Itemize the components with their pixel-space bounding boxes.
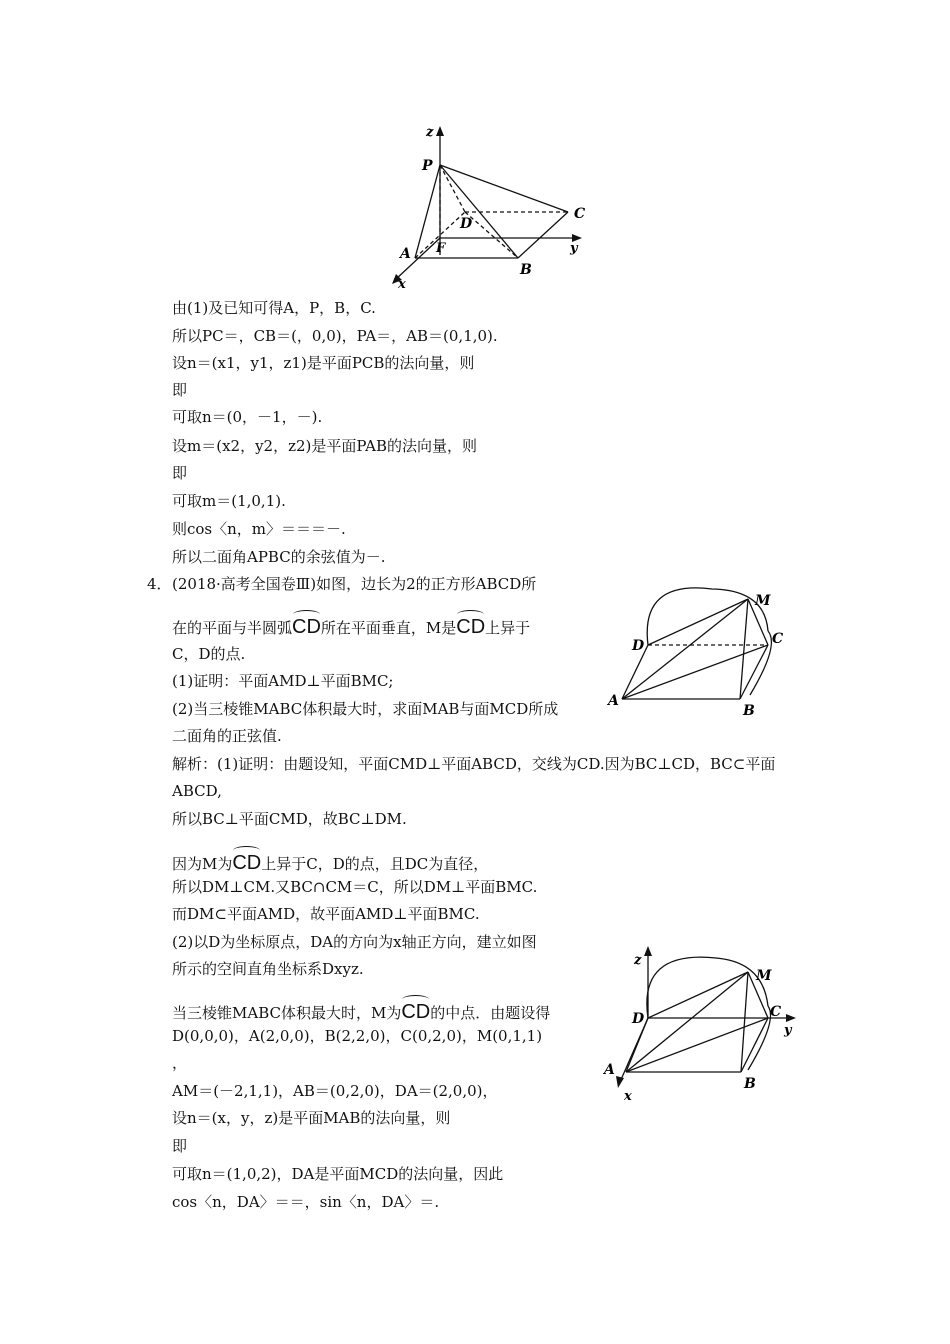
problem-text: (1)证明：平面AMD⊥平面BMC; — [172, 672, 394, 690]
arc-mark — [457, 610, 484, 619]
text-line: 即 — [172, 381, 188, 399]
solution-text: 可取n＝(1,0,2)，DA是平面MCD的法向量，因此 — [172, 1165, 504, 1183]
text-line: 可取m＝(1,0,1). — [172, 492, 286, 510]
problem-text: 二面角的正弦值. — [172, 727, 282, 745]
label-A: A — [400, 246, 411, 262]
arc-cd — [232, 848, 261, 874]
label-A: A — [608, 693, 619, 709]
problem-text: (2)当三棱锥MABC体积最大时，求面MAB与面MCD所成 — [172, 700, 559, 718]
text-line: 即 — [172, 464, 188, 482]
text-segment: 上异于 — [485, 619, 531, 637]
label-M: M — [755, 593, 771, 609]
solution-text: 所以DM⊥CM.又BC∩CM＝C，所以DM⊥平面BMC. — [172, 878, 538, 896]
solution-text: (2)以D为坐标原点，DA的方向为x轴正方向，建立如图 — [172, 933, 537, 951]
solution-text — [172, 848, 488, 875]
label-P: P — [422, 158, 433, 174]
text-line: 所以PC＝，CB＝(，0,0)，PA＝，AB＝(0,1,0). — [172, 327, 498, 345]
label-B: B — [520, 262, 532, 278]
label-C: C — [574, 206, 586, 222]
label-z: z — [634, 953, 642, 968]
solution-text: ， — [172, 1054, 188, 1072]
solution-text: ABCD, — [172, 782, 222, 800]
problem-text — [172, 612, 530, 639]
problem-number: 4． — [147, 575, 172, 593]
label-F: F — [436, 241, 446, 256]
label-B: B — [743, 703, 755, 719]
text-segment: 因为M为 — [172, 855, 233, 873]
solution-text: cos〈n，DA〉＝＝，sin〈n，DA〉＝. — [172, 1193, 440, 1211]
solution-text: 所示的空间直角坐标系Dxyz. — [172, 960, 364, 978]
text-segment: 当三棱锥MABC体积最大时，M为 — [172, 1004, 402, 1022]
arc-mark — [402, 995, 429, 1004]
problem-text: (2018·高考全国卷Ⅲ)如图，边长为2的正方形ABCD所 — [172, 575, 537, 593]
label-A: A — [604, 1062, 615, 1078]
label-D: D — [632, 638, 645, 654]
text-segment: 所在平面垂直，M是 — [320, 619, 457, 637]
solution-text: 所以BC⊥平面CMD，故BC⊥DM. — [172, 810, 407, 828]
label-z: z — [426, 125, 434, 140]
label-y: y — [784, 1023, 792, 1038]
solution-text: 解析：(1)证明：由题设知，平面CMD⊥平面ABCD，交线为CD.因为BC⊥CD，BC⊂平面 — [172, 755, 776, 773]
text-line: 设m＝(x2，y2，z2)是平面PAB的法向量，则 — [172, 437, 477, 455]
solution-text: 而DM⊂平面AMD，故平面AMD⊥平面BMC. — [172, 905, 480, 923]
arc-cd — [456, 612, 485, 638]
solution-text: 设n＝(x，y，z)是平面MAB的法向量，则 — [172, 1109, 451, 1127]
solution-text: 即 — [172, 1137, 188, 1155]
arc-text: CD — [292, 616, 321, 638]
label-D: D — [632, 1011, 645, 1027]
arc-mark — [293, 610, 320, 619]
text-segment: 在的平面与半圆弧 — [172, 619, 293, 637]
label-C: C — [770, 1004, 782, 1020]
problem-text: C，D的点. — [172, 645, 246, 663]
text-line: 由(1)及已知可得A，P，B，C. — [172, 299, 376, 317]
label-x: x — [624, 1089, 632, 1104]
label-C: C — [772, 631, 784, 647]
figure-pyramid — [390, 120, 600, 290]
solution-text — [172, 997, 550, 1024]
text-line: 所以二面角APBC的余弦值为－. — [172, 548, 386, 566]
label-D: D — [460, 216, 473, 232]
label-x: x — [398, 277, 406, 290]
solution-text: D(0,0,0)，A(2,0,0)，B(2,2,0)，C(0,2,0)，M(0,1,1) — [172, 1027, 543, 1045]
label-B: B — [744, 1076, 756, 1092]
figure-semicircle-axes — [598, 940, 808, 1105]
arc-text: CD — [456, 616, 486, 638]
text-segment: 上异于C，D的点，且DC为直径， — [261, 855, 489, 873]
label-y: y — [570, 241, 578, 256]
arc-cd — [292, 612, 321, 638]
label-M: M — [756, 968, 772, 984]
text-line: 设n＝(x1，y1，z1)是平面PCB的法向量，则 — [172, 354, 475, 372]
text-line: 可取n＝(0，－1，－). — [172, 408, 323, 426]
text-line: 则cos〈n，m〉＝＝＝－. — [172, 520, 346, 538]
arc-cd — [401, 997, 430, 1023]
solution-text: AM＝(－2,1,1)，AB＝(0,2,0)，DA＝(2,0,0)， — [172, 1082, 498, 1100]
arc-text: CD — [232, 852, 262, 874]
arc-text: CD — [401, 1001, 431, 1023]
text-segment: 的中点．由题设得 — [430, 1004, 551, 1022]
figure-semicircle — [600, 585, 800, 720]
arc-mark — [233, 846, 260, 855]
